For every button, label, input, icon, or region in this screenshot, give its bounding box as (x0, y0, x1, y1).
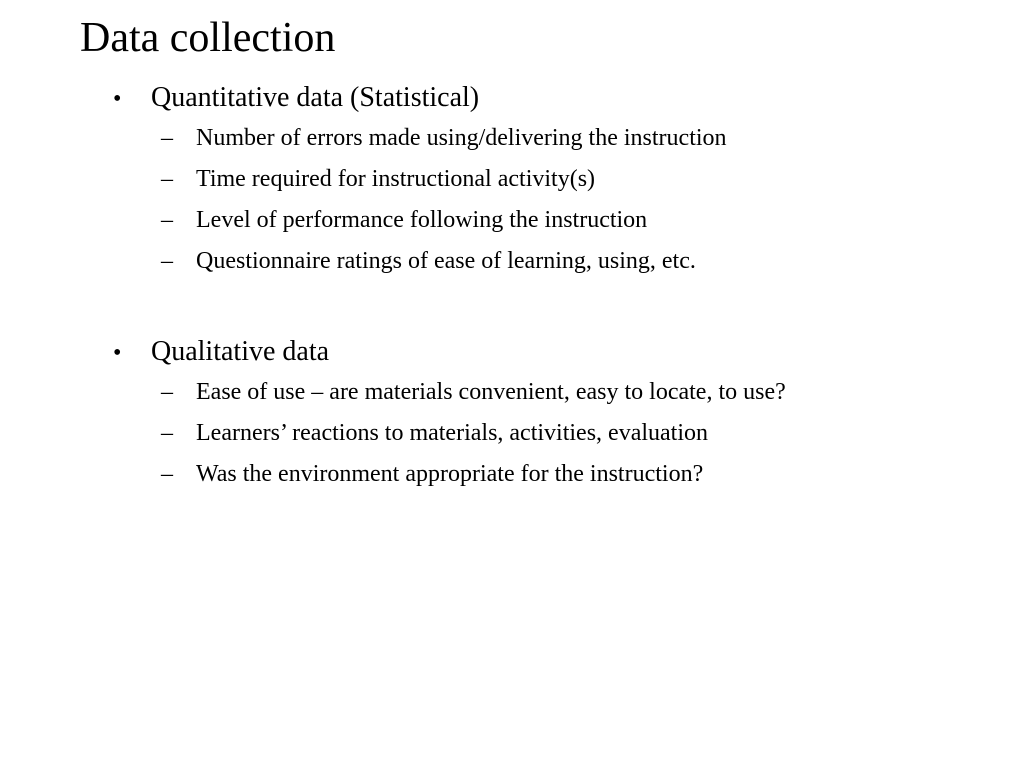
sub-item (161, 454, 786, 495)
bullet-row (113, 78, 727, 118)
sub-item (161, 200, 727, 241)
bullet-heading-quantitative: Quantitative data (Statistical) (151, 82, 480, 113)
dash-icon: – (161, 461, 173, 487)
section-qualitative (113, 332, 786, 495)
slide-title: Data collection (80, 15, 336, 61)
sub-list-quantitative (161, 118, 727, 282)
bullet-icon: • (113, 86, 122, 112)
sub-item-text: Learners’ reactions to materials, activities, evaluation (196, 420, 709, 446)
dash-icon: – (161, 420, 173, 446)
sub-item-text: Questionnaire ratings of ease of learning, using, etc. (196, 248, 696, 274)
sub-item (161, 241, 727, 282)
bullet-item-qualitative (113, 332, 786, 495)
sub-item (161, 159, 727, 200)
sub-item (161, 372, 786, 413)
sub-item (161, 413, 786, 454)
dash-icon: – (161, 379, 173, 405)
bullet-heading-qualitative: Qualitative data (151, 336, 330, 367)
dash-icon: – (161, 207, 173, 233)
bullet-item-quantitative (113, 78, 727, 282)
dash-icon: – (161, 248, 173, 274)
sub-item-text: Number of errors made using/delivering the instruction (196, 125, 727, 151)
dash-icon: – (161, 166, 173, 192)
section-quantitative (113, 78, 727, 282)
sub-item-text: Ease of use – are materials convenient, easy to locate, to use? (196, 379, 786, 405)
sub-item (161, 118, 727, 159)
sub-item-text: Was the environment appropriate for the instruction? (196, 461, 704, 487)
sub-item-text: Time required for instructional activity(s) (196, 166, 596, 192)
dash-icon: – (161, 125, 173, 151)
sub-list-qualitative (161, 372, 786, 495)
sub-item-text: Level of performance following the instruction (196, 207, 648, 233)
bullet-row (113, 332, 786, 372)
bullet-icon: • (113, 340, 122, 366)
